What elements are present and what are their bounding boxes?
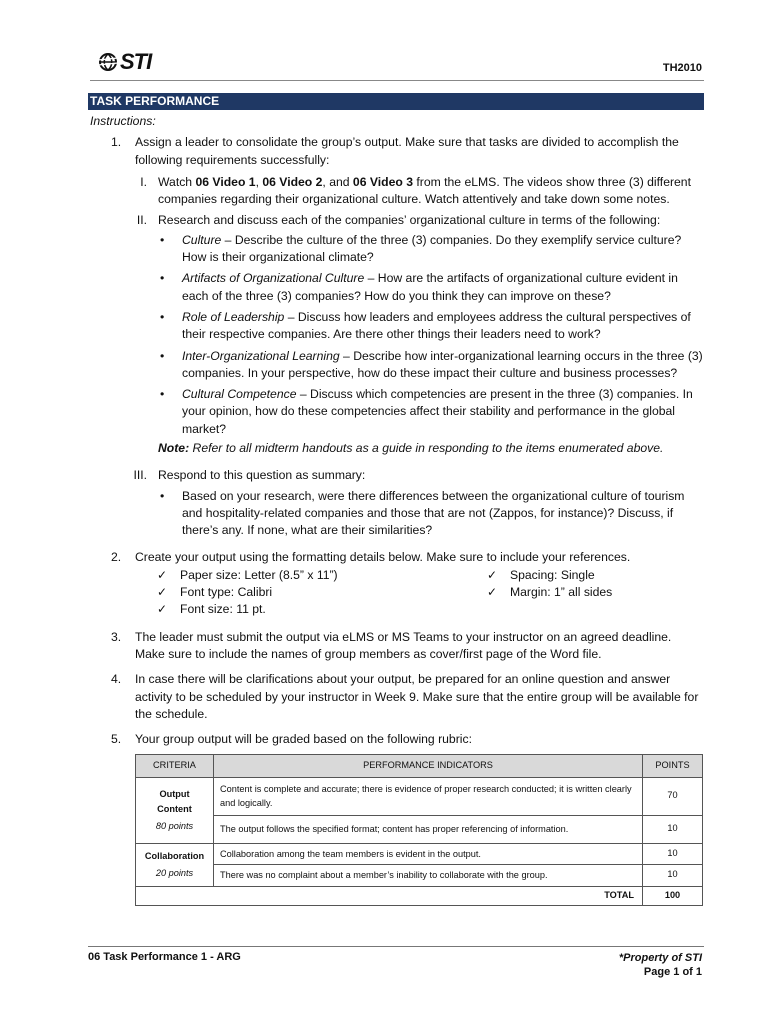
video-3-label: 06 Video 3: [352, 174, 413, 189]
item-text: Create your output using the formatting details below. Make sure to include your references.: [135, 549, 631, 564]
footer-divider: [88, 946, 704, 947]
indicator-cell: Content is complete and accurate; there is evidence of proper research conducted; it is written clearly and logically.: [214, 777, 643, 815]
sub-item-text: Respond to this question as summary:: [158, 468, 366, 483]
bullet-icon: •: [160, 309, 165, 324]
indicator-cell: There was no complaint about a member’s inability to collaborate with the group.: [214, 864, 643, 886]
points-cell: 10: [643, 815, 703, 843]
list-item-5: [90, 731, 704, 748]
footer-document-title: 06 Task Performance 1 - ARG: [88, 951, 241, 963]
roman-numeral: III.: [133, 468, 147, 483]
points-cell: 70: [643, 777, 703, 815]
list-item-4: [90, 671, 704, 723]
list-item-1: [90, 134, 704, 539]
bullet-label: Cultural Competence: [182, 387, 297, 402]
total-label: TOTAL: [136, 886, 643, 905]
criteria-weight: 80 points: [155, 820, 194, 831]
bullet-item: [158, 309, 704, 344]
bullet-text: – Describe the culture of the three (3) companies. Do they exemplify service culture? How is their organizational climate?: [182, 232, 682, 265]
item-text: Assign a leader to consolidate the group’s output. Make sure that tasks are divided to accomplish the following requirements successfully:: [135, 135, 679, 167]
checkmark-icon: ✓: [157, 602, 168, 617]
bullet-icon: •: [160, 232, 165, 247]
bullet-label: Role of Leadership: [182, 309, 285, 324]
item-number: 5.: [111, 732, 122, 747]
item-number: 4.: [111, 672, 122, 687]
bullet-icon: •: [160, 271, 165, 286]
header-criteria: CRITERIA: [136, 754, 214, 777]
criteria-cell: [136, 843, 214, 886]
note: [158, 440, 704, 457]
bullet-item: [158, 348, 704, 383]
sub-item-text: [158, 174, 704, 209]
format-text: Margin: 1” all sides: [510, 585, 613, 600]
item-number: 2.: [111, 549, 122, 564]
criteria-cell: [136, 777, 214, 843]
text-part: from the eLMS. The videos show three (3) different companies regarding their organizational culture. Watch attentively and take down some notes.: [158, 174, 691, 207]
sub-item-i: [90, 174, 704, 209]
sti-logo: [98, 49, 151, 75]
item-text: In case there will be clarifications about your output, be prepared for an online question and answer activity to be scheduled by your instructor in Week 9. Make sure that the entire group will be available for the schedule.: [135, 672, 699, 721]
formatting-list: [135, 567, 704, 619]
item-text: The leader must submit the output via eLMS or MS Teams to your instructor on an agreed deadline. Make sure to include the names of group members as cover/first page of the Word file.: [135, 629, 672, 662]
text-part: ,: [255, 174, 263, 189]
format-item: [157, 567, 487, 584]
bullet-text: Based on your research, were there differences between the organizational culture of tourism and hospitality-related companies and those that are not (Zappos, for instance)? Discuss, if there’s any. If none, what are their similarities?: [182, 488, 685, 538]
video-1-label: 06 Video 1: [195, 174, 256, 189]
table-row: [136, 777, 703, 815]
bullet-text: – Discuss which competencies are present in the three (3) companies. In your opinion, how do these competencies affect their stability and performance in the global market?: [182, 387, 693, 436]
bullet-label: Artifacts of Organizational Culture: [182, 271, 365, 286]
sub-item-ii: [90, 212, 704, 457]
bullet-item: [158, 488, 704, 540]
points-cell: 10: [643, 843, 703, 864]
criteria-name: Collaboration: [144, 850, 205, 861]
note-label: Note:: [158, 441, 190, 456]
format-text: Font type: Calibri: [180, 585, 273, 600]
table-row: [136, 864, 703, 886]
table-header-row: [136, 754, 703, 777]
instructions-label: Instructions:: [90, 114, 156, 128]
header-points: POINTS: [643, 754, 703, 777]
formatting-right-column: [487, 567, 687, 619]
bullet-icon: •: [160, 488, 165, 503]
footer-page-number: Page 1 of 1: [643, 966, 702, 978]
globe-icon: [98, 52, 118, 72]
footer-right: [619, 951, 702, 979]
video-2-label: 06 Video 2: [262, 174, 323, 189]
roman-numeral: II.: [136, 213, 147, 228]
bullet-icon: •: [160, 387, 165, 402]
bullet-text: – How are the artifacts of organizational culture evident in each of the three (3) companies? How do you think they can improve on these?: [182, 271, 678, 303]
table-row: [136, 815, 703, 843]
format-item: [157, 601, 487, 618]
document-code: TH2010: [662, 62, 702, 74]
item-number: 1.: [111, 135, 122, 150]
bullet-text: – Describe how inter-organizational learning occurs in the three (3) companies. In your perspective, how do these impact their culture and business processes?: [182, 348, 703, 380]
format-item: [157, 584, 487, 601]
bullet-text: – Discuss how leaders and employees address the cultural perspectives of their respective companies. Are there other things their leaders need to work?: [182, 309, 691, 342]
sub-item-iii: [90, 467, 704, 539]
format-item: [487, 584, 687, 601]
checkmark-icon: ✓: [157, 585, 168, 600]
sub-item-text: Research and discuss each of the companies’ organizational culture in terms of the following:: [158, 213, 661, 228]
points-cell: 10: [643, 864, 703, 886]
total-row: [136, 886, 703, 905]
checkmark-icon: ✓: [487, 567, 498, 582]
list-item-2: [90, 549, 704, 619]
format-text: Spacing: Single: [510, 567, 595, 582]
item-number: 3.: [111, 629, 122, 644]
bullet-label: Culture: [182, 232, 222, 247]
section-title: TASK PERFORMANCE: [88, 93, 704, 110]
header-indicators: PERFORMANCE INDICATORS: [214, 754, 643, 777]
format-text: Paper size: Letter (8.5” x 11”): [180, 567, 338, 582]
roman-numeral: I.: [140, 174, 147, 189]
text-part: , and: [322, 174, 353, 189]
bullet-item: [158, 232, 704, 267]
bullet-item: [158, 270, 704, 305]
note-text: Refer to all midterm handouts as a guide in responding to the items enumerated above.: [189, 441, 664, 456]
checkmark-icon: ✓: [487, 585, 498, 600]
main-content: [90, 113, 704, 906]
table-row: [136, 843, 703, 864]
list-item-3: [90, 629, 704, 664]
checkmark-icon: ✓: [157, 567, 168, 582]
criteria-weight: 20 points: [155, 867, 194, 878]
total-value: 100: [643, 886, 703, 905]
indicator-cell: Collaboration among the team members is evident in the output.: [214, 843, 643, 864]
bullet-icon: •: [160, 348, 165, 363]
item-text: Your group output will be graded based on the following rubric:: [135, 732, 472, 747]
logo-text: STI: [120, 49, 152, 74]
indicator-cell: The output follows the specified format; content has proper referencing of information.: [214, 815, 643, 843]
bullet-label: Inter-Organizational Learning: [182, 348, 340, 363]
formatting-left-column: [157, 567, 487, 619]
footer-property: *Property of STI: [618, 952, 702, 964]
header-divider: [90, 80, 704, 81]
format-text: Font size: 11 pt.: [180, 602, 266, 617]
format-item: [487, 567, 687, 584]
text-part: Watch: [158, 174, 196, 189]
criteria-name: Output Content: [157, 788, 192, 814]
bullet-item: [158, 386, 704, 438]
rubric-table: [135, 754, 703, 906]
